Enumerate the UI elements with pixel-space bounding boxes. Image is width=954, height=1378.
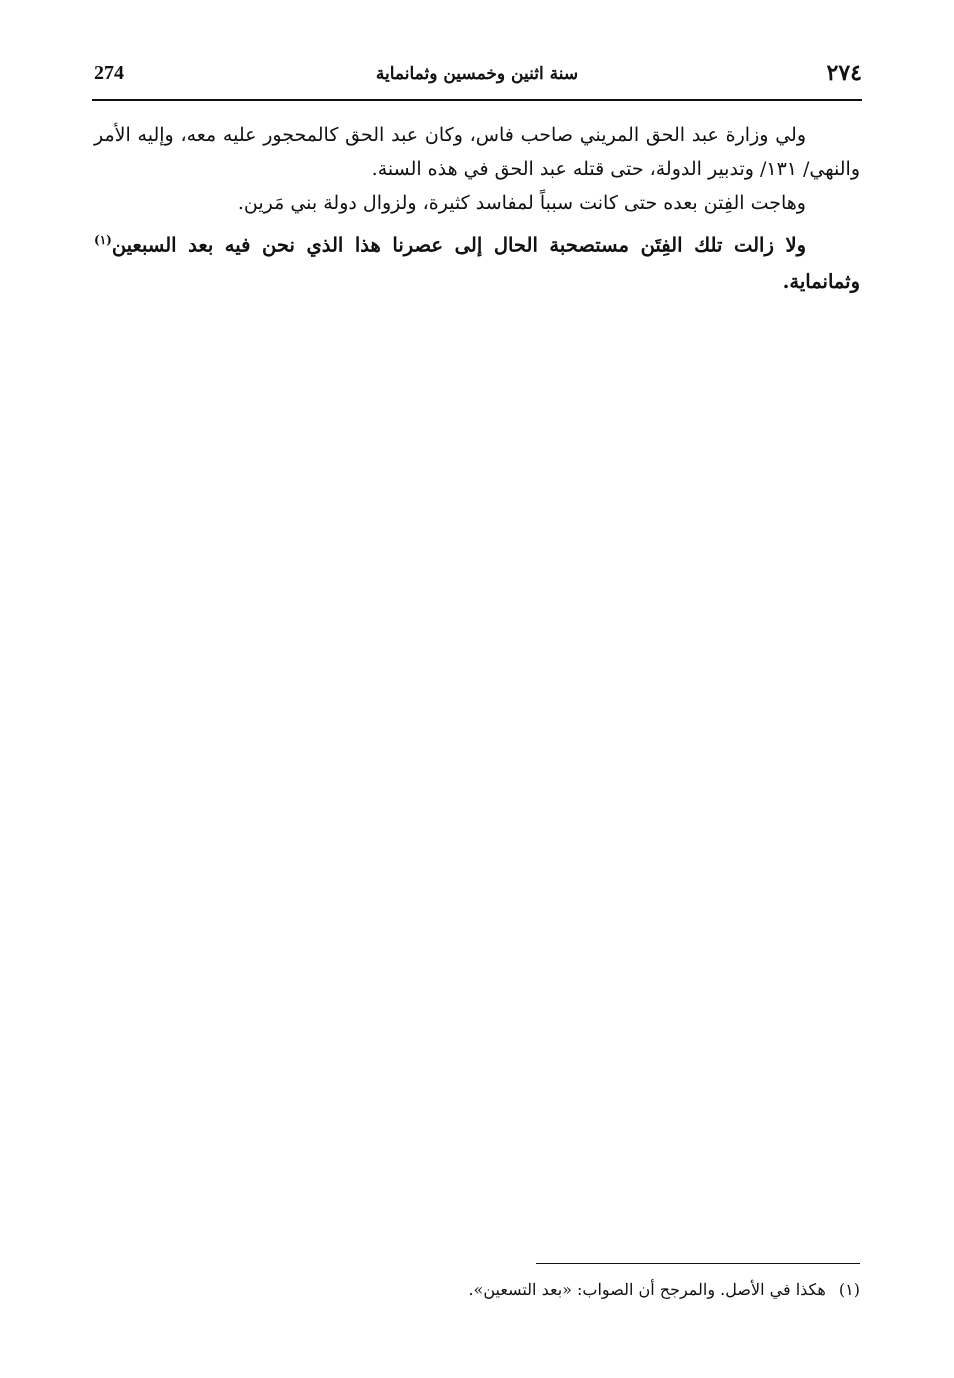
footnote-marker[interactable]: (١): [94, 233, 112, 247]
paragraph-tail: وثمانماية.: [782, 269, 860, 293]
footnote-rule: [536, 1263, 860, 1264]
page-number-arabic: ٢٧٤: [826, 60, 862, 86]
paragraph-bold: [94, 222, 860, 300]
paragraph: ولي وزارة عبد الحق المريني صاحب فاس، وكان عبد الحق كالمحجور عليه معه، وإليه الأمر والنهي/ ١٣١/ وتدبير الدولة، حتى قتله عبد الحق في هذه السنة.: [94, 124, 860, 180]
page-header: [92, 60, 862, 98]
paragraph: وهاجت الفِتن بعده حتى كانت سبباً لمفاسد كثيرة، ولزوال دولة بني مَرين.: [237, 192, 806, 214]
main-text: [94, 118, 860, 300]
paragraph-text: ولا زالت تلك الفِتَن مستصحبة الحال إلى عصرنا هذا الذي نحن فيه بعد السبعين: [111, 233, 806, 257]
running-title: سنة اثنين وخمسين وثمانماية: [375, 64, 579, 84]
footnote: [100, 1278, 860, 1302]
page-number-latin: 274: [94, 62, 124, 84]
footnote-text: هكذا في الأصل. والمرجح أن الصواب: «بعد التسعين».: [468, 1280, 826, 1299]
footnote-number: (١): [838, 1280, 860, 1299]
header-rule: [92, 99, 862, 101]
